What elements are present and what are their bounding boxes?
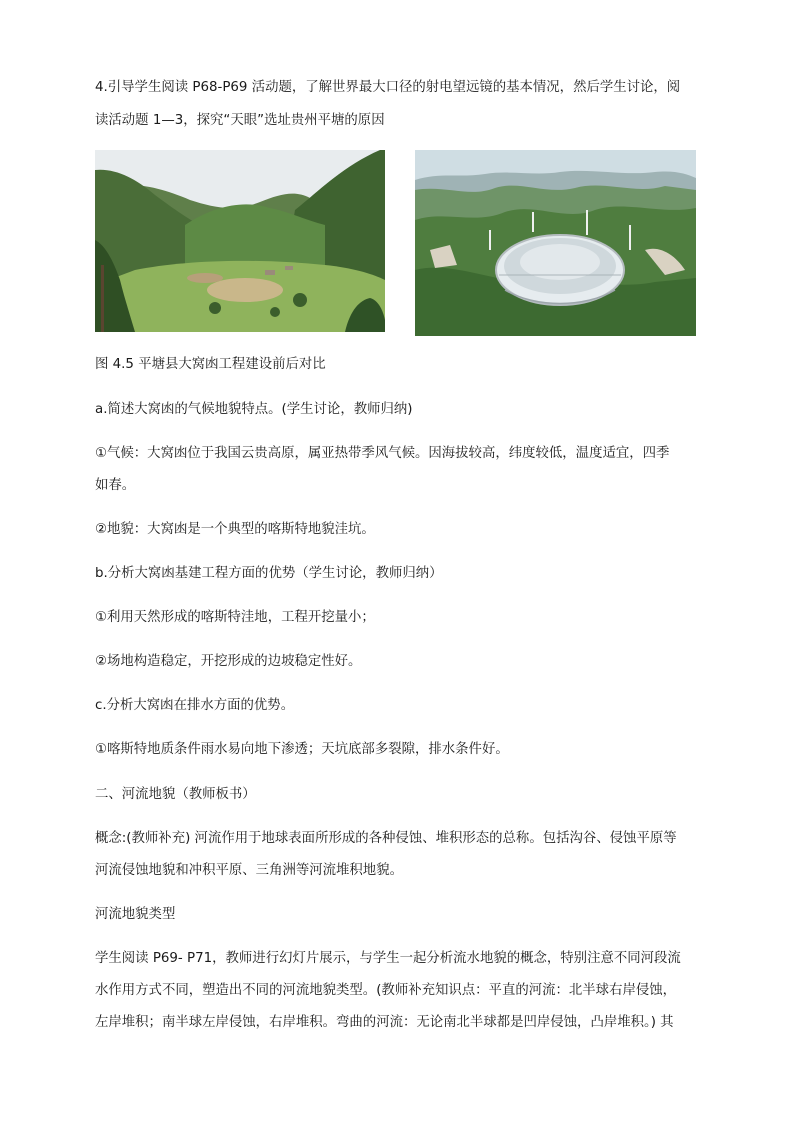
item-b1: ①利用天然形成的喀斯特洼地，工程开挖量小； bbox=[95, 610, 375, 625]
item-c: c.分析大窝凼在排水方面的优势。 bbox=[95, 698, 295, 713]
telescope-after-photo bbox=[415, 150, 696, 336]
read-line-1: 学生阅读 P69- P71，教师进行幻灯片展示，与学生一起分析流水地貌的概念，特别注意不同河段流 bbox=[95, 951, 681, 966]
concept-line-1: 概念:(教师补充) 河流作用于地球表面所形成的各种侵蚀、堆积形态的总称。包括沟谷、侵蚀平原等 bbox=[95, 831, 677, 846]
intro-line-1: 4.引导学生阅读 P68-P69 活动题，了解世界最大口径的射电望远镜的基本情况，然后学生讨论，阅 bbox=[95, 80, 681, 95]
types-heading: 河流地貌类型 bbox=[95, 907, 176, 922]
item-c1: ①喀斯特地质条件雨水易向地下渗透；天坑底部多裂隙，排水条件好。 bbox=[95, 742, 509, 757]
item-b2: ②场地构造稳定，开挖形成的边坡稳定性好。 bbox=[95, 654, 362, 669]
valley-before-photo bbox=[95, 150, 385, 332]
item-a1-line-2: 如春。 bbox=[95, 478, 136, 493]
figure-caption: 图 4.5 平塘县大窝凼工程建设前后对比 bbox=[95, 357, 326, 372]
section-two-heading: 二、河流地貌（教师板书） bbox=[95, 787, 256, 802]
item-a: a.简述大窝凼的气候地貌特点。(学生讨论，教师归纳) bbox=[95, 402, 413, 417]
item-a1-line-1: ①气候：大窝凼位于我国云贵高原，属亚热带季风气候。因海拔较高，纬度较低，温度适宜，四季 bbox=[95, 446, 670, 461]
read-line-3: 左岸堆积；南半球左岸侵蚀，右岸堆积。弯曲的河流：无论南北半球都是凹岸侵蚀，凸岸堆积。) 其 bbox=[95, 1015, 674, 1030]
item-b: b.分析大窝凼基建工程方面的优势（学生讨论，教师归纳） bbox=[95, 566, 443, 581]
item-a2: ②地貌：大窝凼是一个典型的喀斯特地貌洼坑。 bbox=[95, 522, 375, 537]
read-line-2: 水作用方式不同，塑造出不同的河流地貌类型。(教师补充知识点：平直的河流：北半球右岸侵蚀， bbox=[95, 983, 677, 998]
concept-line-2: 河流侵蚀地貌和冲积平原、三角洲等河流堆积地貌。 bbox=[95, 863, 403, 878]
intro-line-2: 读活动题 1—3，探究“天眼”选址贵州平塘的原因 bbox=[95, 113, 385, 128]
